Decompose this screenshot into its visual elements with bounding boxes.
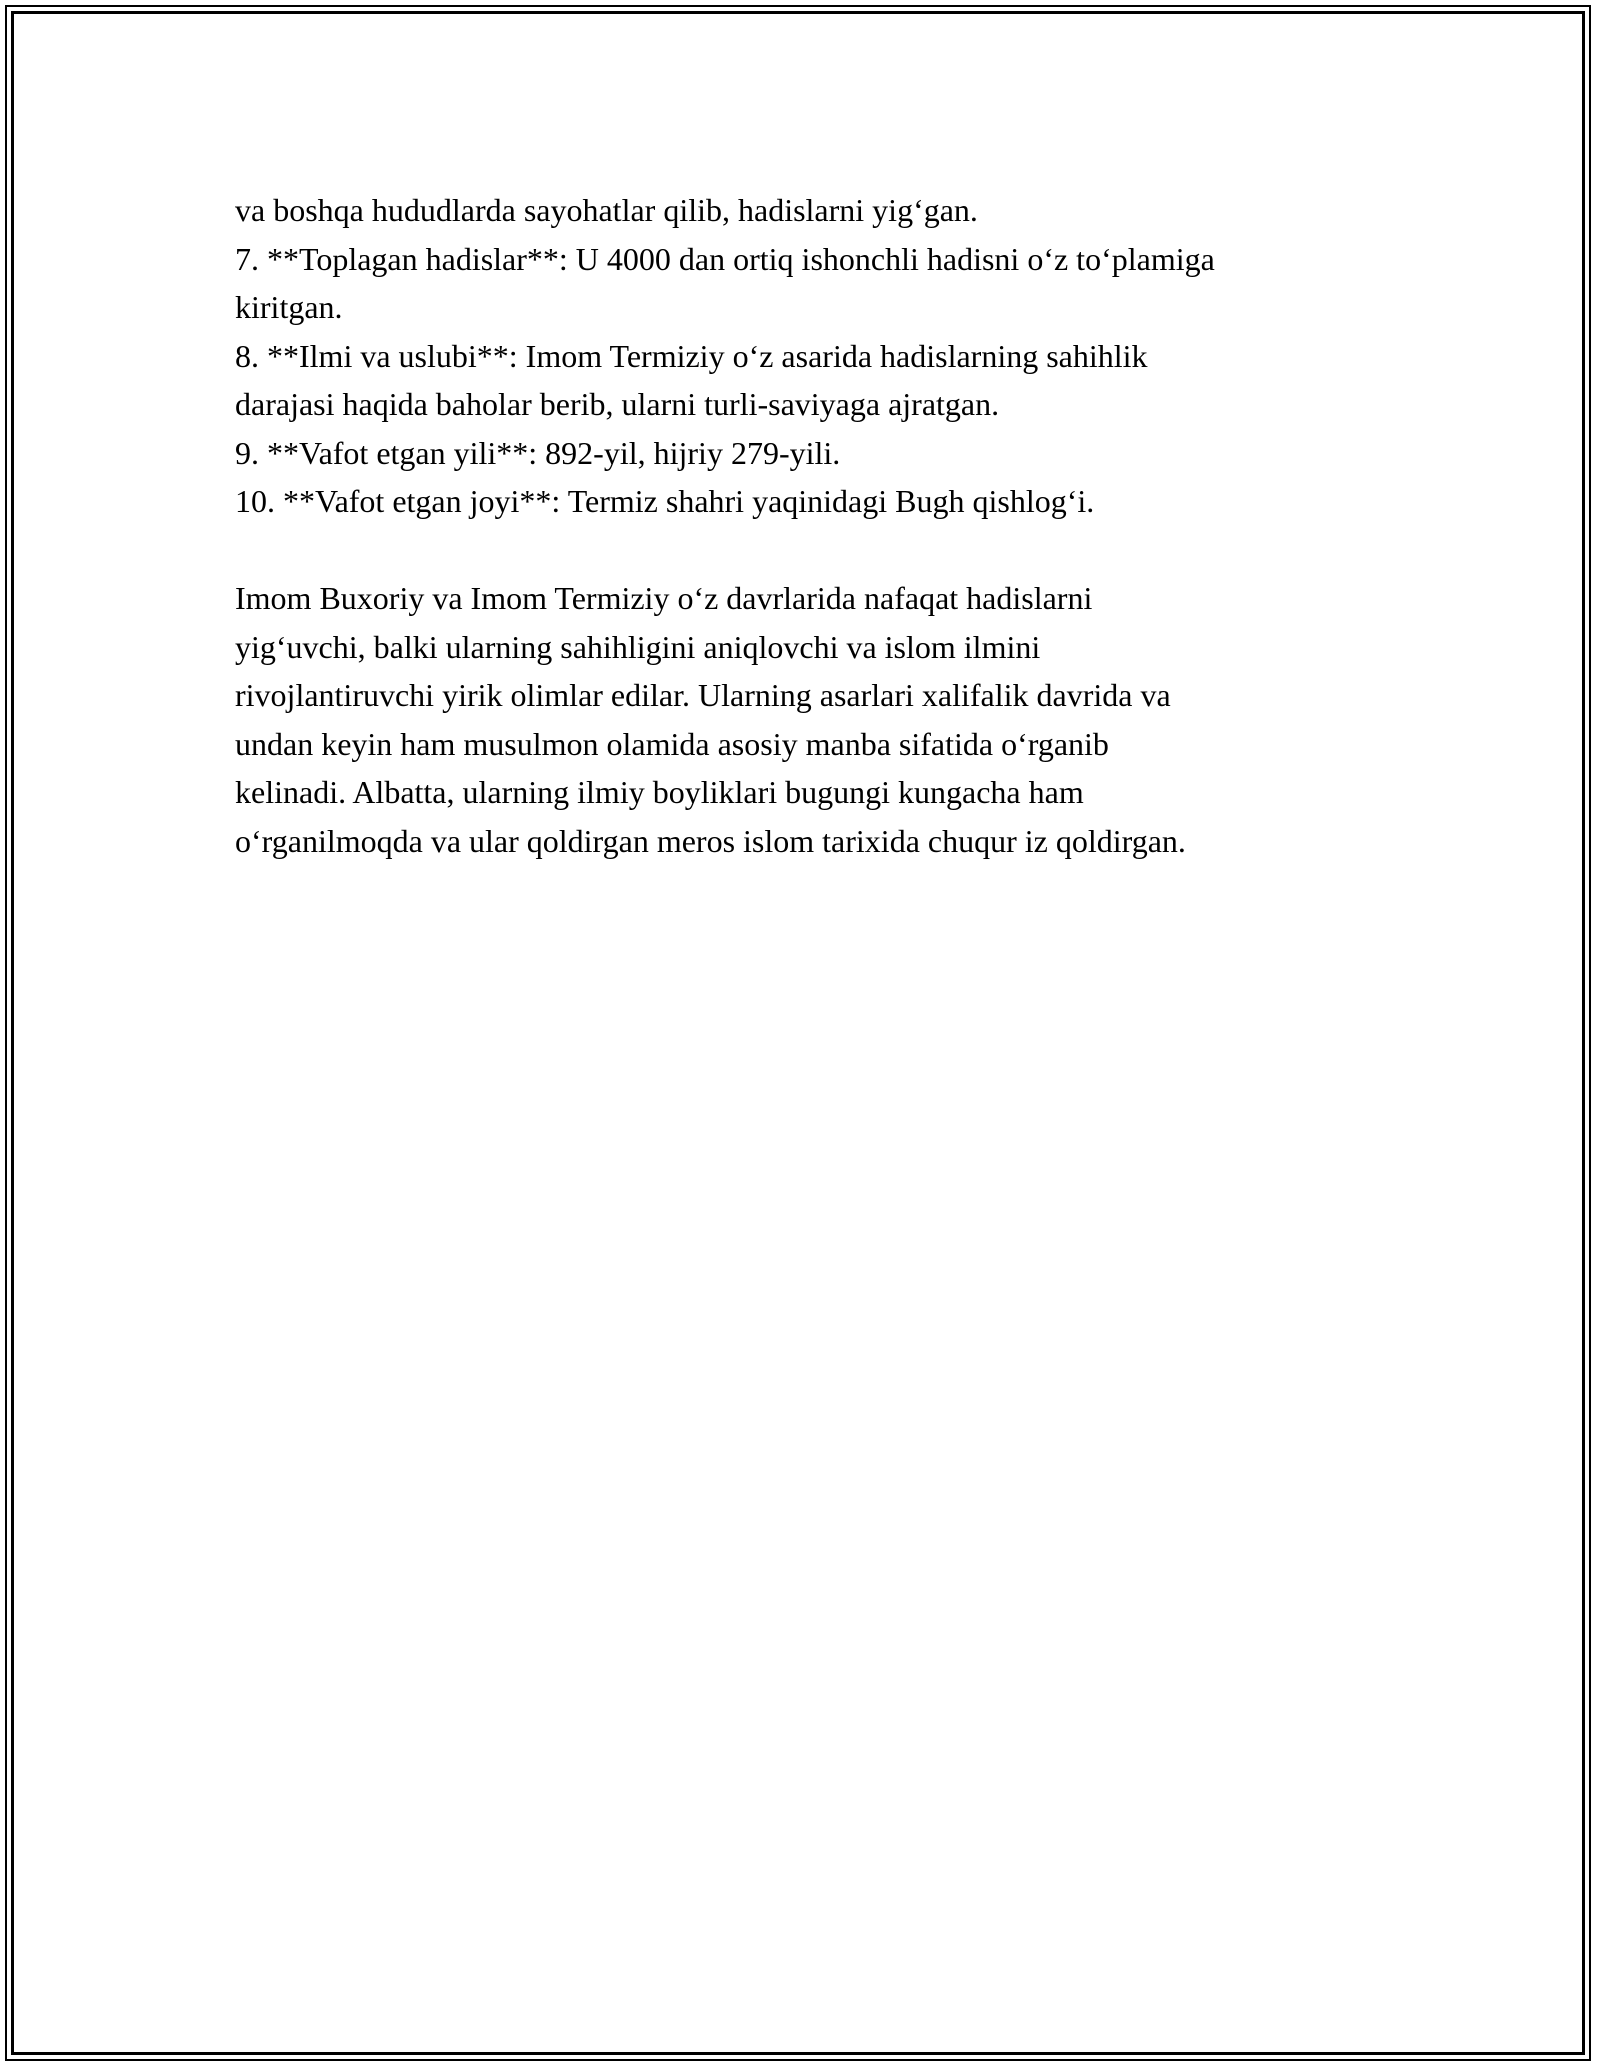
document-body <box>235 186 1395 865</box>
paragraph-gap <box>235 526 1395 575</box>
paragraph-line: rivojlantiruvchi yirik olimlar edilar. Ularning asarlari xalifalik davrida va <box>235 677 1171 713</box>
list-line: darajasi haqida baholar berib, ularni turli-saviyaga ajratgan. <box>235 386 1000 422</box>
list-line: va boshqa hududlarda sayohatlar qilib, hadislarni yig‘gan. <box>235 192 978 228</box>
list-item-10: 10. **Vafot etgan joyi**: Termiz shahri yaqinidagi Bugh qishlog‘i. <box>235 483 1095 519</box>
conclusion-paragraph <box>235 574 1395 865</box>
paragraph-line: Imom Buxoriy va Imom Termiziy o‘z davrlarida nafaqat hadislarni <box>235 580 1093 616</box>
list-item-7: 7. **Toplagan hadislar**: U 4000 dan ortiq ishonchli hadisni o‘z to‘plamiga <box>235 240 1215 277</box>
list-section <box>235 186 1395 526</box>
list-line: kiritgan. <box>235 289 343 325</box>
paragraph-line: o‘rganilmoqda va ular qoldirgan meros islom tarixida chuqur iz qoldirgan. <box>235 822 1186 859</box>
list-item-9: 9. **Vafot etgan yili**: 892-yil, hijriy 279-yili. <box>235 434 841 471</box>
list-item-8: 8. **Ilmi va uslubi**: Imom Termiziy o‘z asarida hadislarning sahihlik <box>235 337 1148 374</box>
paragraph-line: yig‘uvchi, balki ularning sahihligini aniqlovchi va islom ilmini <box>235 628 1041 665</box>
paragraph-line: kelinadi. Albatta, ularning ilmiy boyliklari bugungi kungacha ham <box>235 774 1084 810</box>
paragraph-line: undan keyin ham musulmon olamida asosiy manba sifatida o‘rganib <box>235 725 1109 762</box>
